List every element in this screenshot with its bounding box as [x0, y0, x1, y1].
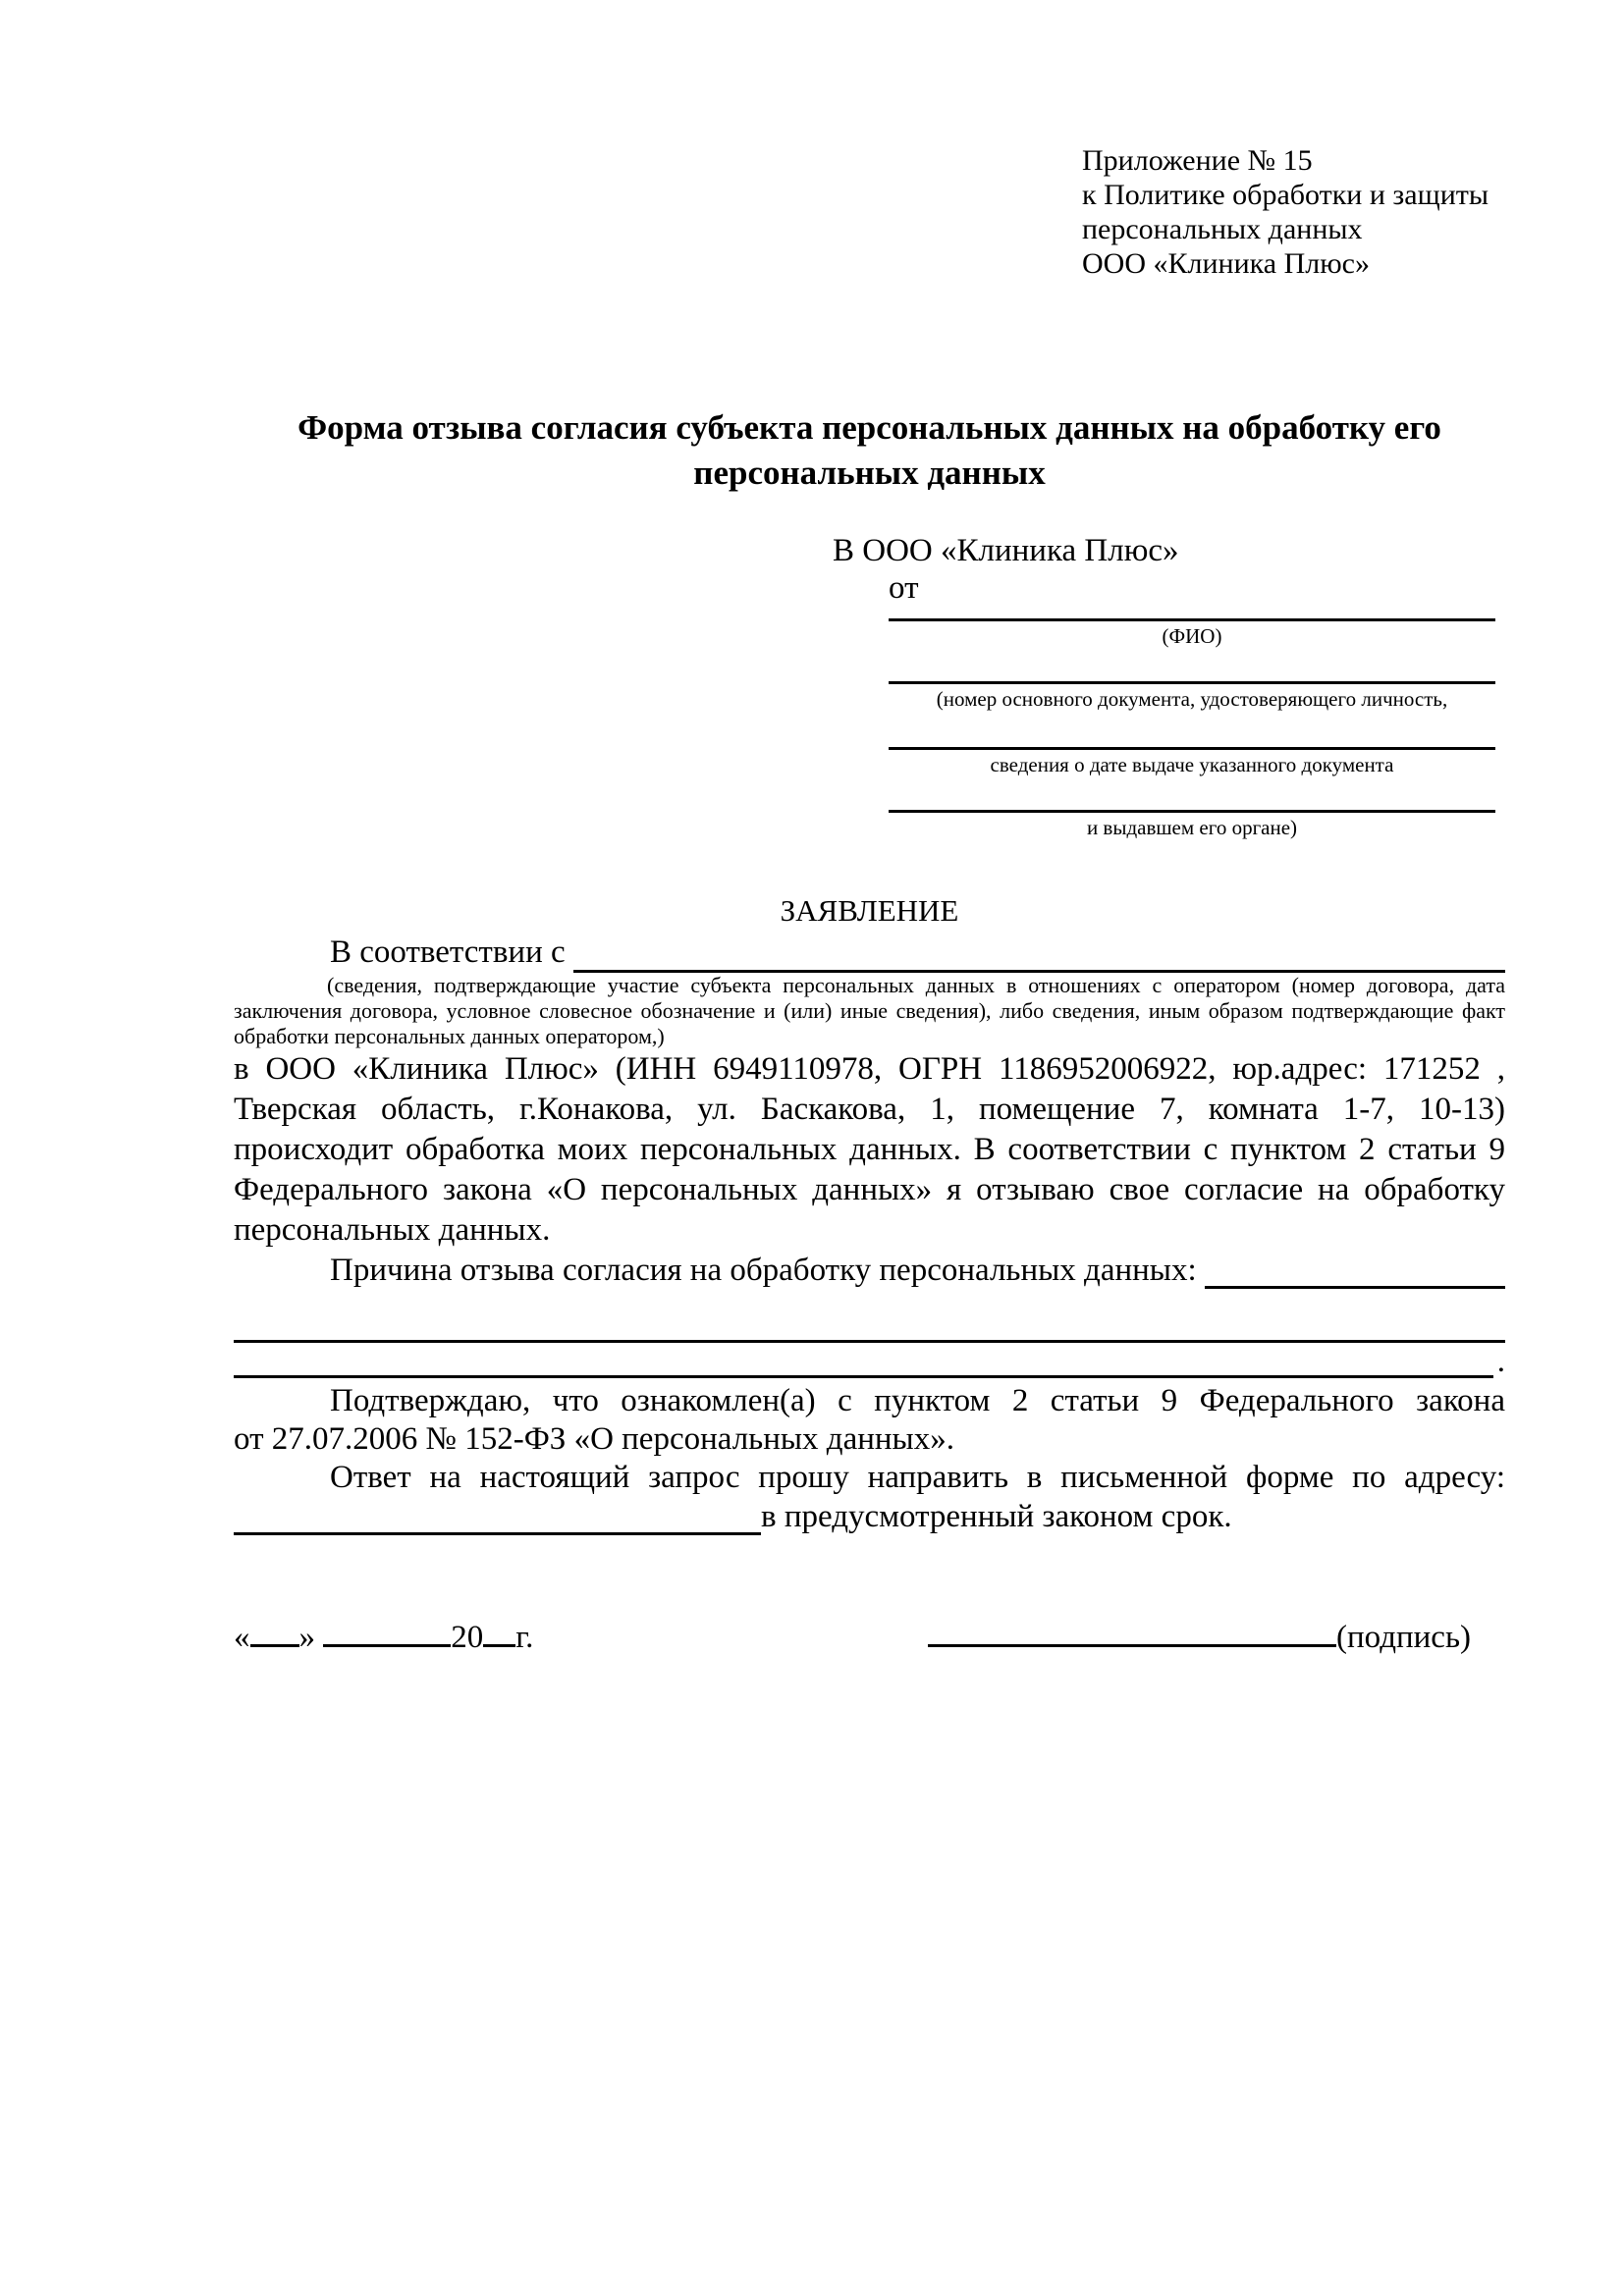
blank-line-document-number: [889, 681, 1495, 684]
blank-line-fio: [889, 618, 1495, 621]
date-signature-row: [234, 1618, 1505, 1658]
signature-blank-line: [928, 1640, 1336, 1647]
blank-line-issue-date: [889, 747, 1495, 750]
accordance-prefix: В соответствии с: [330, 934, 566, 970]
addressee-from-label: от: [889, 570, 919, 606]
vertical-gap: [234, 1537, 1505, 1618]
date-quote-open: «: [234, 1620, 250, 1655]
date-year-prefix: 20: [451, 1620, 484, 1655]
vertical-gap: [234, 1291, 1505, 1310]
date-quote-close: »: [298, 1620, 315, 1655]
accordance-blank-line: [573, 933, 1505, 973]
confirmation-paragraph: Подтверждаю, что ознакомлен(а) с пунктом 2 статьи 9 Федерального закона от 27.07.2006 № 152-ФЗ «О персональных данных».: [234, 1383, 1505, 1457]
reason-blank-line-3: [234, 1343, 1505, 1380]
caption-document-number: (номер основного документа, удостоверяющего личность,: [936, 687, 1448, 711]
appendix-line: Приложение № 15: [1082, 144, 1313, 177]
appendix-header: [1082, 143, 1553, 281]
signature-caption: (подпись): [1336, 1620, 1471, 1655]
statement-body: [234, 888, 1505, 1658]
date-day-blank: [250, 1640, 299, 1647]
address-blank-row: [234, 1497, 1505, 1537]
signature-field: [928, 1618, 1505, 1658]
fine-print-note: (сведения, подтверждающие участие субъекта персональных данных в отношениях с оператором (номер договора, дата заключения договора, условное словесное обозначение и (или) иные сведения), либо сведения, иным образом подтверждающие факт обработки персональных данных оператором,): [234, 973, 1505, 1048]
page-title: Форма отзыва согласия субъекта персональных данных на обработку его персональных данных: [298, 408, 1441, 492]
reason-prefix: Причина отзыва согласия на обработку персональных данных:: [330, 1253, 1197, 1288]
date-field: [234, 1618, 533, 1658]
caption-issuing-authority: и выдавшем его органе): [1086, 816, 1298, 839]
appendix-line: персональных данных: [1082, 213, 1363, 245]
blank-line-issuing-authority: [889, 810, 1495, 813]
date-month-blank: [323, 1640, 451, 1647]
reason-blank-line: [1205, 1251, 1505, 1289]
appendix-line: ООО «Клиника Плюс»: [1082, 247, 1370, 280]
statement-main-paragraph: в ООО «Клиника Плюс» (ИНН 6949110978, ОГРН 1186952006922, юр.адрес: 171252 , Тверская область, г.Конакова, ул. Баскакова, 1, помещение 7, комната 1-7, 10-13) происходит обработка моих персональных данных. В соответствии с пунктом 2 статьи 9 Федерального закона «О персональных данных» я отзываю свое согласие на обработку персональных данных.: [234, 1051, 1505, 1248]
date-year-blank: [483, 1640, 515, 1647]
accordance-row: [234, 933, 1505, 973]
caption-fio: (ФИО): [1162, 624, 1222, 648]
statement-heading: ЗАЯВЛЕНИЕ: [780, 893, 959, 928]
reason-blank-line-3-rule: [234, 1343, 1493, 1378]
reason-blank-line-2: [234, 1310, 1505, 1343]
blank-line-period: .: [1496, 1344, 1505, 1379]
response-request-paragraph: Ответ на настоящий запрос прошу направить в письменной форме по адресу:: [330, 1460, 1505, 1495]
reason-row: [234, 1251, 1505, 1291]
date-year-suffix: г.: [515, 1620, 534, 1655]
appendix-line: к Политике обработки и защиты: [1082, 179, 1489, 211]
addressee-organization: В ООО «Клиника Плюс»: [833, 533, 1179, 568]
response-suffix: в предусмотренный законом срок.: [761, 1499, 1232, 1534]
caption-issue-date: сведения о дате выдаче указанного документа: [990, 753, 1394, 776]
address-blank-line: [234, 1497, 761, 1535]
